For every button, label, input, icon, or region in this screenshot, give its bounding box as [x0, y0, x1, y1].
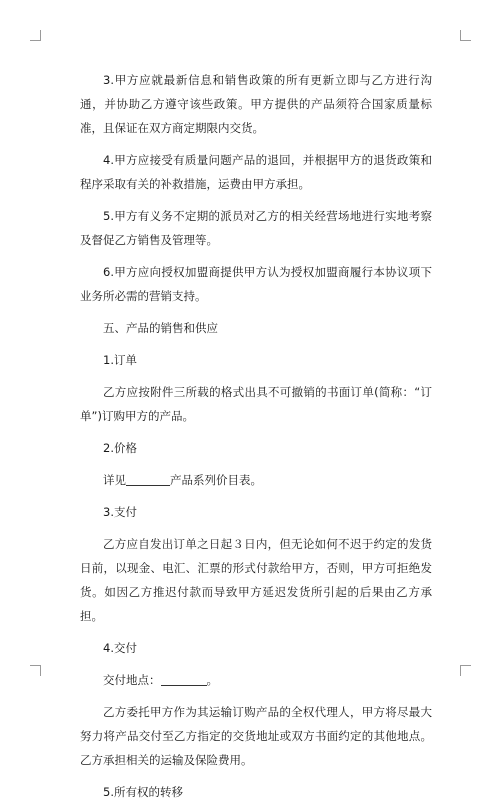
price-suffix: 产品系列价目表。	[170, 473, 262, 487]
subheading-ownership: 5.所有权的转移	[103, 785, 183, 799]
section-heading: 五、产品的销售和供应	[103, 321, 218, 335]
delivery-suffix: 。	[206, 673, 218, 687]
clause-6: 6.甲方应向授权加盟商提供甲方认为授权加盟商履行本协议项下业务所必需的营销支持。	[80, 265, 432, 303]
order-text: 乙方应按附件三所载的格式出具不可撤销的书面订单(简称：“订单”)订购甲方的产品。	[80, 385, 432, 423]
document-body	[80, 68, 432, 812]
clause-4: 4.甲方应接受有质量问题产品的退回，并根据甲方的退货政策和程序采取有关的补救措施，运费由甲方承担。	[80, 153, 432, 191]
crop-mark-bottom-left	[30, 665, 41, 676]
subheading-payment: 3.支付	[103, 505, 137, 519]
price-line	[80, 468, 432, 492]
price-prefix: 详见	[103, 473, 126, 487]
delivery-prefix: 交付地点：	[103, 673, 161, 687]
crop-mark-top-right	[460, 30, 471, 41]
subheading-delivery: 4.交付	[103, 641, 137, 655]
delivery-line	[80, 668, 432, 692]
crop-mark-top-left	[30, 30, 41, 41]
clause-3: 3.甲方应就最新信息和销售政策的所有更新立即与乙方进行沟通，并协助乙方遵守该些政策。甲方提供的产品须符合国家质量标准，且保证在双方商定期限内交货。	[80, 73, 432, 135]
subheading-price: 2.价格	[103, 441, 137, 455]
payment-text: 乙方应自发出订单之日起３日内，但无论如何不迟于约定的发货日前，以现金、电汇、汇票的形式付款给甲方，否则，甲方可拒绝发货。如因乙方推迟付款而导致甲方延迟发货所引起的后果由乙方承担。	[80, 537, 432, 623]
crop-mark-bottom-right	[460, 665, 471, 676]
subheading-order: 1.订单	[103, 353, 137, 367]
price-blank	[126, 473, 170, 486]
delivery-blank	[161, 673, 207, 686]
clause-5: 5.甲方有义务不定期的派员对乙方的相关经营场地进行实地考察及督促乙方销售及管理等。	[80, 209, 432, 247]
delivery-text: 乙方委托甲方作为其运输订购产品的全权代理人，甲方将尽最大努力将产品交付至乙方指定的交货地址或双方书面约定的其他地点。乙方承担相关的运输及保险费用。	[80, 705, 432, 767]
